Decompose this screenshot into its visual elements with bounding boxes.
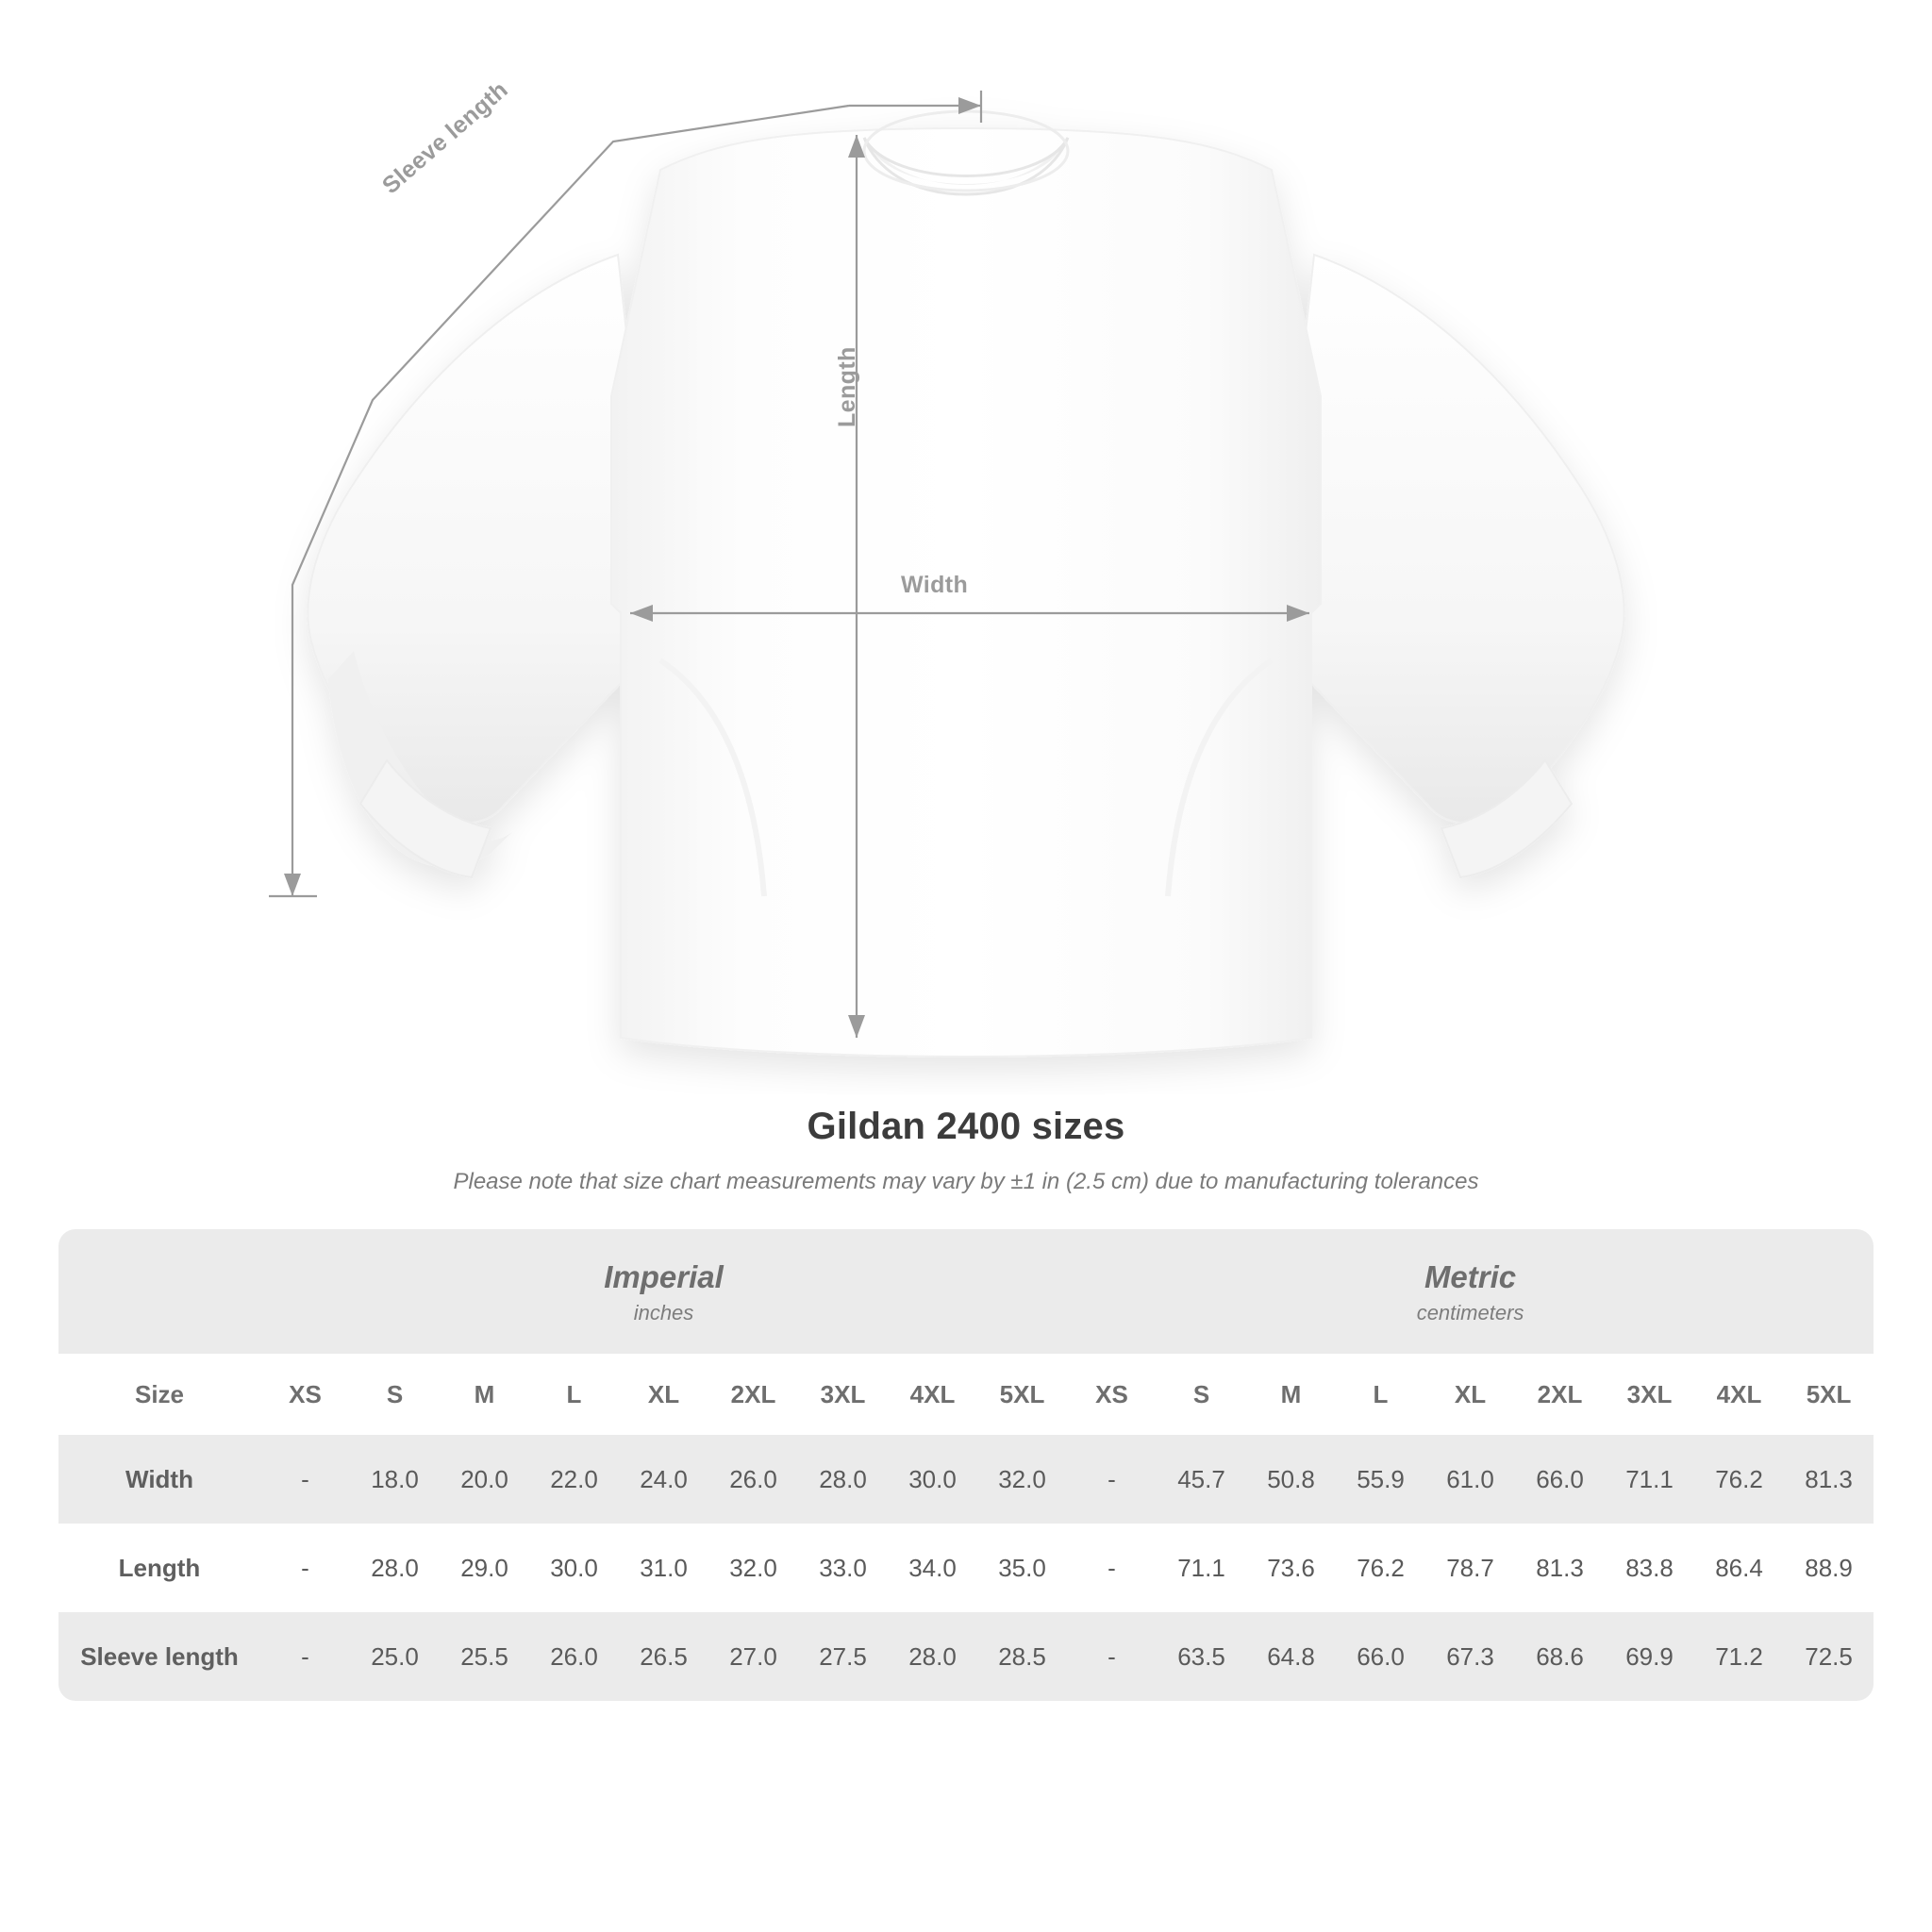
- width-metric-m: 50.8: [1246, 1435, 1336, 1524]
- width-dimension-label: Width: [901, 572, 969, 598]
- length-imperial-s: 28.0: [350, 1524, 440, 1612]
- width-imperial-5xl: 32.0: [977, 1435, 1067, 1524]
- sleeve-imperial-xs: -: [260, 1612, 350, 1701]
- page-title: Gildan 2400 sizes: [807, 1106, 1125, 1147]
- length-metric-2xl: 81.3: [1515, 1524, 1605, 1612]
- sleeve-metric-3xl: 69.9: [1605, 1612, 1694, 1701]
- width-metric-3xl: 71.1: [1605, 1435, 1694, 1524]
- length-imperial-xl: 31.0: [619, 1524, 708, 1612]
- size-chart-table-wrapper: [58, 1229, 1874, 1701]
- width-imperial-2xl: 26.0: [708, 1435, 798, 1524]
- length-imperial-4xl: 34.0: [888, 1524, 977, 1612]
- sleeve-imperial-4xl: 28.0: [888, 1612, 977, 1701]
- length-imperial-l: 30.0: [529, 1524, 619, 1612]
- width-imperial-3xl: 28.0: [798, 1435, 888, 1524]
- sleeve-metric-s: 63.5: [1157, 1612, 1246, 1701]
- length-metric-m: 73.6: [1246, 1524, 1336, 1612]
- length-metric-4xl: 86.4: [1694, 1524, 1784, 1612]
- sleeve-imperial-5xl: 28.5: [977, 1612, 1067, 1701]
- length-imperial-xs: -: [260, 1524, 350, 1612]
- sleeve-metric-l: 66.0: [1336, 1612, 1425, 1701]
- header-imperial-xs: XS: [260, 1354, 350, 1435]
- sleeve-metric-xl: 67.3: [1425, 1612, 1515, 1701]
- sleeve-metric-5xl: 72.5: [1784, 1612, 1874, 1701]
- width-metric-s: 45.7: [1157, 1435, 1246, 1524]
- header-metric-m: M: [1246, 1354, 1336, 1435]
- unit-spacer-cell: [58, 1229, 260, 1354]
- length-imperial-2xl: 32.0: [708, 1524, 798, 1612]
- length-metric-3xl: 83.8: [1605, 1524, 1694, 1612]
- header-metric-l: L: [1336, 1354, 1425, 1435]
- table-row-length: [58, 1524, 1874, 1612]
- imperial-sub-label: inches: [633, 1301, 694, 1325]
- width-metric-xs: -: [1067, 1435, 1157, 1524]
- tolerance-note: Please note that size chart measurements may vary by ±1 in (2.5 cm) due to manufacturing tolerances: [453, 1169, 1479, 1194]
- width-imperial-l: 22.0: [529, 1435, 619, 1524]
- header-imperial-2xl: 2XL: [708, 1354, 798, 1435]
- length-metric-xl: 78.7: [1425, 1524, 1515, 1612]
- width-metric-l: 55.9: [1336, 1435, 1425, 1524]
- sleeve-metric-m: 64.8: [1246, 1612, 1336, 1701]
- row-label-sleeve-length: Sleeve length: [58, 1612, 260, 1701]
- header-imperial-xl: XL: [619, 1354, 708, 1435]
- sleeve-imperial-xl: 26.5: [619, 1612, 708, 1701]
- header-imperial-3xl: 3XL: [798, 1354, 888, 1435]
- title-block: [0, 1106, 1932, 1195]
- metric-sub-label: centimeters: [1416, 1301, 1524, 1325]
- width-metric-5xl: 81.3: [1784, 1435, 1874, 1524]
- imperial-label: Imperial: [604, 1259, 724, 1294]
- header-imperial-5xl: 5XL: [977, 1354, 1067, 1435]
- length-metric-l: 76.2: [1336, 1524, 1425, 1612]
- width-imperial-4xl: 30.0: [888, 1435, 977, 1524]
- imperial-unit-cell: [260, 1229, 1067, 1354]
- width-imperial-m: 20.0: [440, 1435, 529, 1524]
- header-imperial-s: S: [350, 1354, 440, 1435]
- sleeve-imperial-m: 25.5: [440, 1612, 529, 1701]
- sleeve-length-dimension-label: Sleeve length: [377, 75, 513, 200]
- header-imperial-m: M: [440, 1354, 529, 1435]
- length-imperial-5xl: 35.0: [977, 1524, 1067, 1612]
- sleeve-metric-4xl: 71.2: [1694, 1612, 1784, 1701]
- length-metric-s: 71.1: [1157, 1524, 1246, 1612]
- width-imperial-xs: -: [260, 1435, 350, 1524]
- header-metric-xs: XS: [1067, 1354, 1157, 1435]
- length-imperial-3xl: 33.0: [798, 1524, 888, 1612]
- length-dimension-label: Length: [834, 346, 860, 427]
- width-imperial-s: 18.0: [350, 1435, 440, 1524]
- header-size: Size: [58, 1354, 260, 1435]
- header-metric-xl: XL: [1425, 1354, 1515, 1435]
- header-metric-5xl: 5XL: [1784, 1354, 1874, 1435]
- size-chart-table: [58, 1229, 1874, 1701]
- size-header-row: [58, 1354, 1874, 1435]
- header-metric-2xl: 2XL: [1515, 1354, 1605, 1435]
- metric-label: Metric: [1424, 1259, 1517, 1294]
- row-label-width: Width: [58, 1435, 260, 1524]
- sleeve-imperial-s: 25.0: [350, 1612, 440, 1701]
- width-metric-2xl: 66.0: [1515, 1435, 1605, 1524]
- length-imperial-m: 29.0: [440, 1524, 529, 1612]
- table-row-width: [58, 1435, 1874, 1524]
- unit-header-row: [58, 1229, 1874, 1354]
- table-row-sleeve-length: [58, 1612, 1874, 1701]
- length-metric-5xl: 88.9: [1784, 1524, 1874, 1612]
- width-metric-xl: 61.0: [1425, 1435, 1515, 1524]
- sleeve-metric-2xl: 68.6: [1515, 1612, 1605, 1701]
- width-imperial-xl: 24.0: [619, 1435, 708, 1524]
- row-label-length: Length: [58, 1524, 260, 1612]
- header-imperial-l: L: [529, 1354, 619, 1435]
- header-imperial-4xl: 4XL: [888, 1354, 977, 1435]
- metric-unit-cell: [1067, 1229, 1874, 1354]
- sleeve-imperial-2xl: 27.0: [708, 1612, 798, 1701]
- length-metric-xs: -: [1067, 1524, 1157, 1612]
- sleeve-metric-xs: -: [1067, 1612, 1157, 1701]
- header-metric-3xl: 3XL: [1605, 1354, 1694, 1435]
- width-metric-4xl: 76.2: [1694, 1435, 1784, 1524]
- sleeve-imperial-l: 26.0: [529, 1612, 619, 1701]
- header-metric-s: S: [1157, 1354, 1246, 1435]
- sleeve-imperial-3xl: 27.5: [798, 1612, 888, 1701]
- header-metric-4xl: 4XL: [1694, 1354, 1784, 1435]
